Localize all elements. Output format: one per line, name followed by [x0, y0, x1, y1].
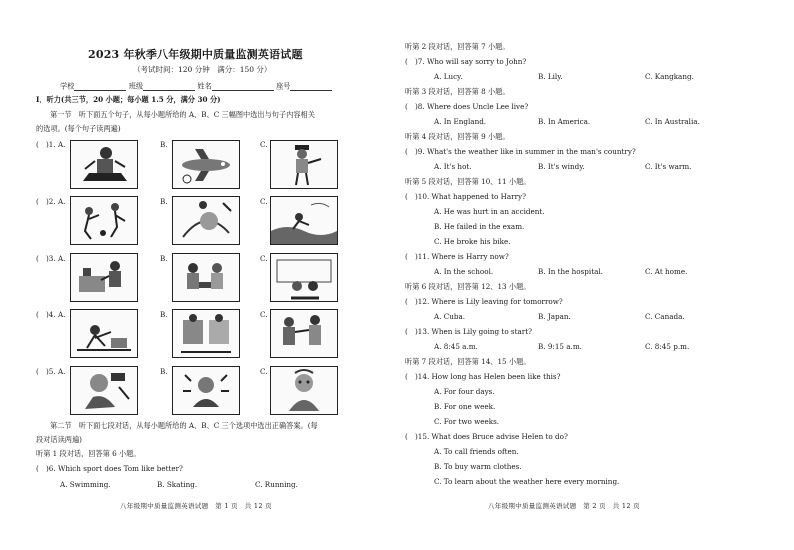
q1-picture-b[interactable]: [172, 140, 240, 189]
seat-label: 座号: [276, 81, 291, 91]
q1-picture-c[interactable]: [270, 140, 338, 189]
q4-picture-c[interactable]: [270, 309, 338, 358]
dialog-label: 听第 2 段对话，回答第 7 小题。: [405, 42, 510, 51]
section1-heading: Ⅰ．听力(共三节，20 小题；每小题 1.5 分，满分 30 分): [36, 95, 221, 104]
q2-b-label: B.: [160, 197, 168, 206]
q1-picture-a[interactable]: [70, 140, 138, 189]
answer-option[interactable]: C. At home.: [645, 267, 688, 276]
answer-option[interactable]: C. 8:45 p.m.: [645, 342, 690, 351]
exam-info: （考试时间：120 分钟 满分：150 分）: [133, 65, 272, 74]
answer-option[interactable]: B. He failed in the exam.: [434, 222, 525, 231]
q1-label: ( )1. A.: [36, 140, 66, 149]
q6-option-c[interactable]: C. Running.: [255, 480, 298, 489]
q2-picture-a[interactable]: [70, 196, 138, 245]
dialog-label: 听第 7 段对话，回答第 14、15 小题。: [405, 357, 531, 366]
q4-b-label: B.: [160, 310, 168, 319]
answer-option[interactable]: C. To learn about the weather here every morning.: [434, 477, 620, 486]
answer-option[interactable]: B. To buy warm clothes.: [434, 462, 522, 471]
school-label: 学校: [60, 81, 75, 91]
q5-picture-b[interactable]: [172, 366, 240, 415]
answer-option[interactable]: A. He was hurt in an accident.: [434, 207, 545, 216]
dialog1-label: 听第 1 段对话，回答第 6 小题。: [36, 449, 141, 458]
dialog-label: 听第 4 段对话，回答第 9 小题。: [405, 132, 510, 141]
student-info-row: [60, 82, 332, 91]
q4-picture-b[interactable]: [172, 309, 240, 358]
answer-option[interactable]: B. In the hospital.: [538, 267, 603, 276]
dialog-label: 听第 3 段对话，回答第 8 小题。: [405, 87, 510, 96]
q5-picture-a[interactable]: [70, 366, 138, 415]
q5-label: ( )5. A.: [36, 367, 66, 376]
q6-text: ( )6. Which sport does Tom like better?: [36, 464, 183, 473]
exam-title: 2023 年秋季八年级期中质量监测英语试题: [88, 48, 303, 61]
q3-b-label: B.: [160, 254, 168, 263]
q3-label: ( )3. A.: [36, 254, 66, 263]
part1-intro-line2: 的选项。(每个句子读两遍): [36, 124, 121, 133]
q4-label: ( )4. A.: [36, 310, 66, 319]
question-text: ( )15. What does Bruce advise Helen to do?: [405, 432, 568, 441]
class-label: 班级: [128, 81, 144, 91]
answer-option[interactable]: C. He broke his bike.: [434, 237, 511, 246]
q4-picture-a[interactable]: [70, 309, 138, 358]
question-text: ( )11. Where is Harry now?: [405, 252, 509, 261]
q2-c-label: C.: [260, 197, 268, 206]
part2-intro-line1: 第二节 听下面七段对话，从每小题所给的 A、B、C 三个选项中选出正确答案。(每: [50, 421, 318, 430]
dialog-label: 听第 5 段对话，回答第 10、11 小题。: [405, 177, 531, 186]
answer-option[interactable]: B. For one week.: [434, 402, 496, 411]
answer-option[interactable]: A. It's hot.: [434, 162, 472, 171]
question-text: ( )10. What happened to Harry?: [405, 192, 526, 201]
q1-c-label: C.: [260, 140, 268, 149]
page1-footer: 八年级期中质量监测英语试题 第 1 页 共 12 页: [120, 502, 272, 510]
answer-option[interactable]: A. Lucy.: [434, 72, 463, 81]
q4-c-label: C.: [260, 310, 268, 319]
name-label: 姓名: [197, 81, 212, 91]
answer-option[interactable]: A. Cuba.: [434, 312, 466, 321]
answer-option[interactable]: A. 8:45 a.m.: [434, 342, 478, 351]
question-text: ( )14. How long has Helen been like this?: [405, 372, 561, 381]
q2-picture-b[interactable]: [172, 196, 240, 245]
answer-option[interactable]: A. In the school.: [434, 267, 494, 276]
question-text: ( )12. Where is Lily leaving for tomorrow?: [405, 297, 563, 306]
answer-option[interactable]: C. Kangkang.: [645, 72, 694, 81]
answer-option[interactable]: A. For four days.: [434, 387, 495, 396]
q6-option-b[interactable]: B. Skating.: [157, 480, 198, 489]
part1-intro-line1: 第一节 听下面五个句子，从每小题所给的 A、B、C 三幅图中选出与句子内容相关: [50, 110, 315, 119]
q5-b-label: B.: [160, 367, 168, 376]
seat-blank[interactable]: [290, 82, 332, 91]
question-text: ( )8. Where does Uncle Lee live?: [405, 102, 529, 111]
q3-picture-a[interactable]: [70, 253, 138, 302]
answer-option[interactable]: B. Lily.: [538, 72, 563, 81]
q5-c-label: C.: [260, 367, 268, 376]
answer-option[interactable]: B. It's windy.: [538, 162, 585, 171]
question-text: ( )13. When is Lily going to start?: [405, 327, 532, 336]
q3-picture-c[interactable]: [270, 253, 338, 302]
class-blank[interactable]: [143, 82, 195, 91]
page2-footer: 八年级期中质量监测英语试题 第 2 页 共 12 页: [488, 502, 640, 510]
question-text: ( )7. Who will say sorry to John?: [405, 57, 527, 66]
q2-picture-c[interactable]: [270, 196, 338, 245]
exam-page-2: [397, 0, 794, 550]
answer-option[interactable]: C. In Australia.: [645, 117, 700, 126]
answer-option[interactable]: A. To call friends often.: [434, 447, 519, 456]
answer-option[interactable]: B. 9:15 a.m.: [538, 342, 582, 351]
answer-option[interactable]: C. For two weeks.: [434, 417, 500, 426]
q5-picture-c[interactable]: [270, 366, 338, 415]
answer-option[interactable]: A. In England.: [434, 117, 487, 126]
q2-label: ( )2. A.: [36, 197, 66, 206]
dialog-label: 听第 6 段对话，回答第 12、13 小题。: [405, 282, 531, 291]
q3-c-label: C.: [260, 254, 268, 263]
answer-option[interactable]: B. In America.: [538, 117, 591, 126]
part2-intro-line2: 段对话读两遍): [36, 435, 82, 444]
q1-b-label: B.: [160, 140, 168, 149]
answer-option[interactable]: C. It's warm.: [645, 162, 692, 171]
school-blank[interactable]: [74, 82, 126, 91]
question-text: ( )9. What's the weather like in summer in the man's country?: [405, 147, 636, 156]
q3-picture-b[interactable]: [172, 253, 240, 302]
name-blank[interactable]: [212, 82, 274, 91]
q6-option-a[interactable]: A. Swimming.: [60, 480, 111, 489]
answer-option[interactable]: C. Canada.: [645, 312, 685, 321]
answer-option[interactable]: B. Japan.: [538, 312, 571, 321]
